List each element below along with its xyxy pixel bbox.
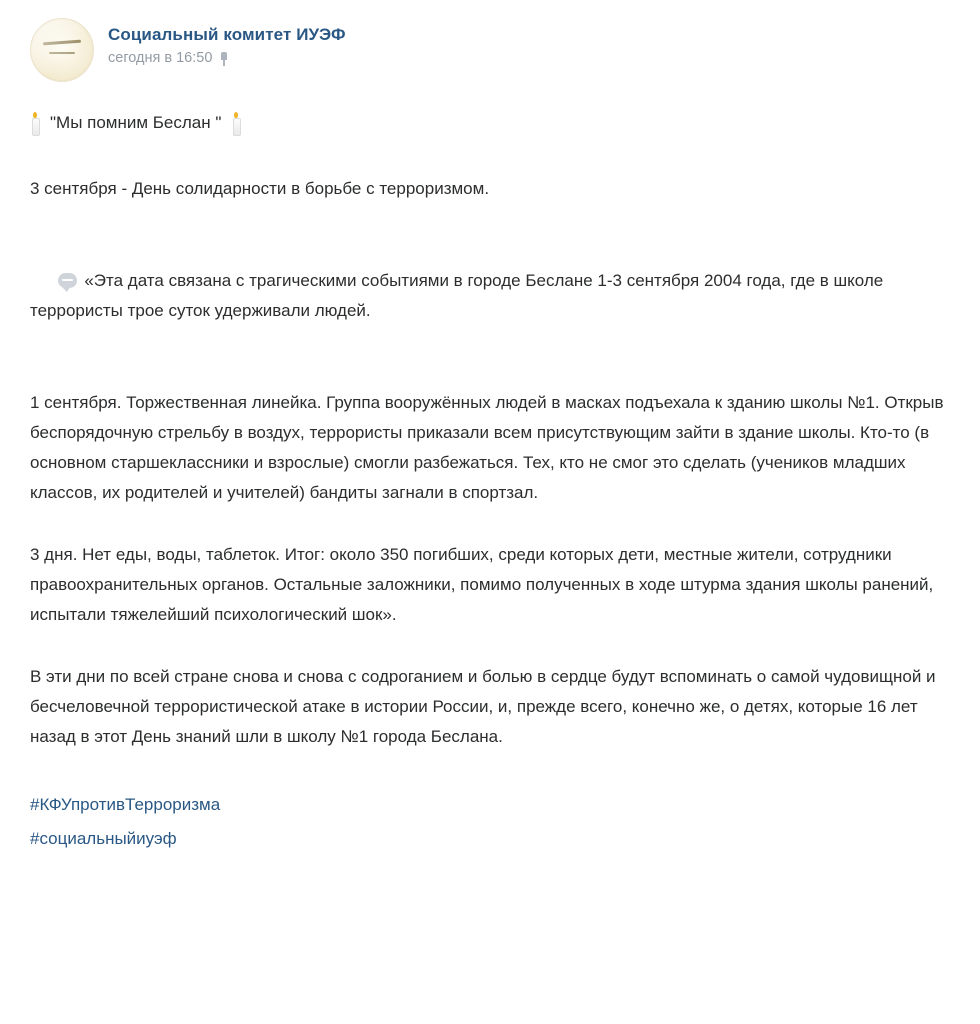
post-header-text <box>108 18 346 67</box>
avatar-sheen <box>31 19 93 81</box>
post-meta <box>108 50 346 67</box>
post-paragraph-text: «Эта дата связана с трагическими событиями в городе Беслане 1-3 сентября 2004 года, где в школе террористы трое суток удерживали людей. <box>30 271 888 320</box>
hashtag-link[interactable]: #социальныйиуэф <box>30 829 177 848</box>
post-paragraph: 3 сентября - День солидарности в борьбе с терроризмом. <box>30 179 490 198</box>
candle-icon <box>231 112 241 134</box>
post-paragraph: 3 дня. Нет еды, воды, таблеток. Итог: около 350 погибших, среди которых дети, местные жители, сотрудники правоохранительных органов. Остальные заложники, помимо полученных в ходе штурма здания школы ранений, испытали тяжелейший психологический шок». <box>30 545 939 624</box>
post-body <box>24 108 956 752</box>
post-title: "Мы помним Беслан " <box>50 113 222 132</box>
post-timestamp[interactable]: сегодня в 16:50 <box>108 50 213 66</box>
post-header <box>24 18 956 82</box>
post-hashtags <box>24 792 956 852</box>
hashtag-link[interactable]: #КФУпротивТерроризма <box>30 795 221 814</box>
post-title-line <box>30 108 956 138</box>
post-paragraph-quote <box>30 236 956 356</box>
avatar[interactable] <box>30 18 94 82</box>
post-paragraph: В эти дни по всей стране снова и снова с содроганием и болью в сердце будут вспоминать о самой чудовищной и бесчеловечной террористической атаке в истории России, и, прежде всего, конечно же, о детях, которые 16 лет назад в этот День знаний шли в школу №1 города Беслана. <box>30 667 941 746</box>
pin-icon <box>218 52 230 66</box>
speech-bubble-icon <box>58 273 77 288</box>
candle-icon <box>30 112 40 134</box>
post-paragraph: 1 сентября. Торжественная линейка. Группа вооружённых людей в масках подъехала к зданию школы №1. Открыв беспорядочную стрельбу в воздух, террористы приказали всем присутствующим зайти в здание школы. Кто-то (в основном старшеклассники и взрослые) смогли разбежаться. Тех, кто не смог это сделать (учеников младших классов, их родителей и учителей) бандиты загнали в спортзал. <box>30 393 949 502</box>
post-author-link[interactable]: Социальный комитет ИУЭФ <box>108 25 346 44</box>
